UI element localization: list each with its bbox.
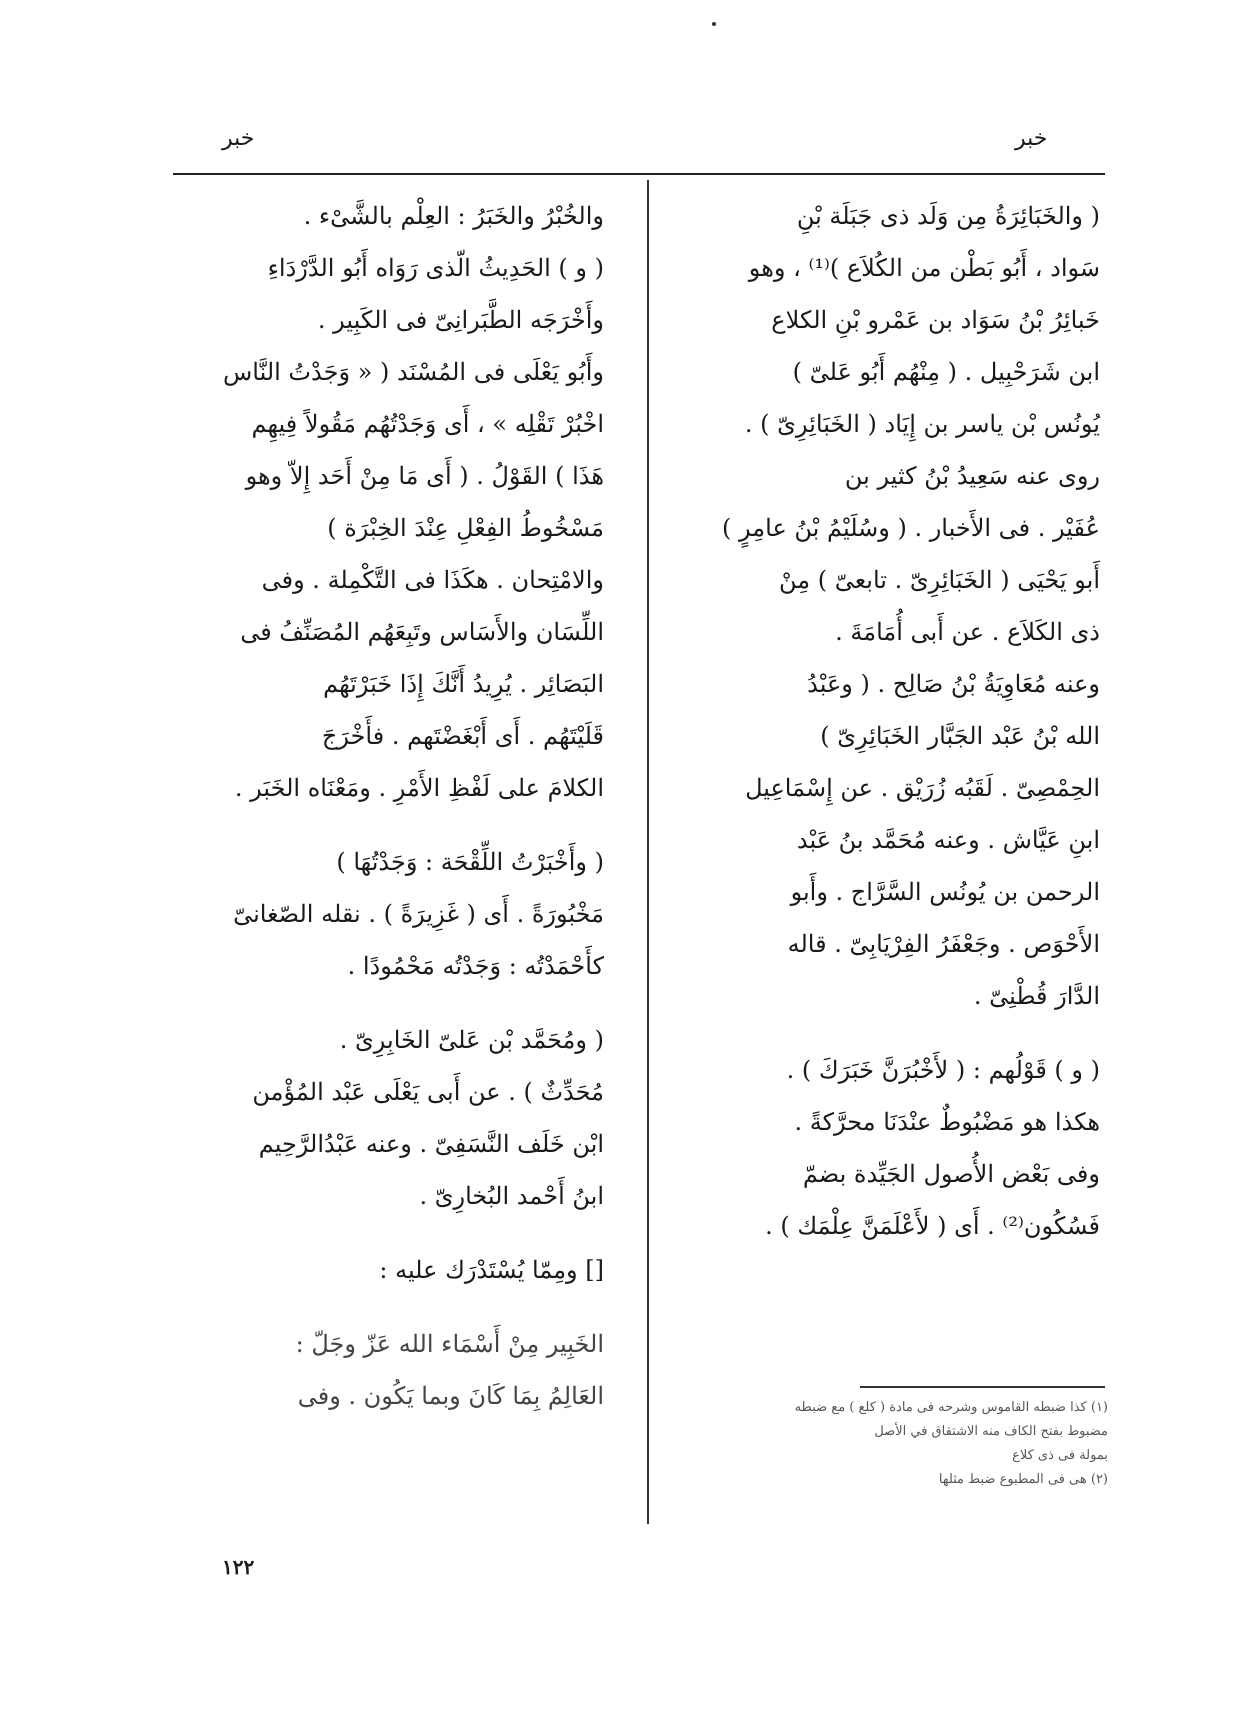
right-column	[668, 190, 1100, 1252]
text-line: روى عنه سَعِيدُ بْنُ كثير بن	[844, 462, 1100, 490]
text-line: ابن شَرَحْبِيل . ( مِنْهُم أَبُو عَلىّ )	[792, 358, 1100, 386]
text-line: هَذَا ) القَوْلُ . ( أَى مَا مِنْ أَحَد إِلاّ وهو	[245, 462, 604, 490]
header-rule	[173, 173, 1105, 175]
footnote-line: بمولة فى ذى كلاع	[1012, 1448, 1108, 1463]
column-divider	[647, 180, 649, 1524]
text-line: الأَحْوَص . وجَعْفَرُ الفِرْيَابِىّ . قاله	[787, 930, 1100, 958]
section-heading: [] ومِمّا يُسْتَدْرَك عليه :	[379, 1256, 604, 1284]
footnote-rule	[860, 1386, 1105, 1388]
text-line: ابنُ أَحْمد البُخارِىّ .	[419, 1182, 604, 1210]
text-line: ذى الكَلاَع . عن أَبى أُمَامَةَ .	[835, 618, 1100, 646]
text-line: هكذا هو مَضْبُوطٌ عنْدَنَا محرَّكةً .	[794, 1108, 1100, 1136]
top-dot-mark	[712, 22, 716, 26]
text-line: الكلامَ على لَفْظِ الأَمْرِ . ومَعْنَاه الخَبَر .	[234, 774, 604, 802]
footnotes	[668, 1396, 1108, 1492]
text-line: مَخْبُورَةً . أَى ( غَزِيرَةً ) . نقله الصّغانىّ	[233, 900, 604, 928]
text-line: خَبائِرُ بْنُ سَوَاد بن عَمْرو بْنِ الكلاع	[771, 306, 1100, 334]
text-line: ( والخَبَائِرَةُ مِن وَلَد ذى جَبَلَة بْنِ	[796, 202, 1100, 230]
text-line: والخُبْرُ والخَبَرُ : العِلْم بالشَّىْء .	[303, 202, 604, 230]
text-line: أَبو يَحْيَى ( الخَبَائِرِىّ . تابعىّ ) مِنْ	[778, 566, 1100, 594]
text-line: اللِّسَان والأَسَاس وتَبِعَهُم المُصَنِّفُ فى	[240, 618, 604, 646]
footnote-line: (٢) هى فى المطبوع ضبط مثلها	[938, 1472, 1108, 1487]
text-line: الله بْنُ عَبْد الجَبَّار الخَبَائِرِىّ )	[820, 722, 1100, 750]
footnote-line: مضبوط بفتح الكاف منه الاشتقاق في الأصل	[874, 1424, 1108, 1439]
text-line: ( و ) قَوْلُهم : ( لأَخْبُرَنَّ خَبَرَكَ ) .	[786, 1056, 1100, 1084]
text-line: ابنِ عَيَّاش . وعنه مُحَمَّد بنُ عَبْد	[796, 826, 1100, 854]
running-header-left: خبر	[222, 126, 255, 151]
text-line: وفى بَعْض الأُصول الجَيِّدة بضمّ	[802, 1160, 1100, 1188]
text-line: وعنه مُعَاوِيَةُ بْنُ صَالِح . ( وعَبْدُ	[807, 670, 1100, 698]
text-line: والامْتِحان . هكَذَا فى التَّكْمِلة . وفى	[261, 566, 604, 594]
text-line: ( وأَخْبَرْتُ اللِّقْحَة : وَجَدْتُهَا )	[336, 848, 604, 876]
text-line: الخَبِير مِنْ أَسْمَاء الله عَزّ وجَلّ :	[295, 1330, 604, 1358]
text-line: ابْن خَلَف النَّسَفِىّ . وعنه عَبْدُالرَّحِيم	[258, 1130, 604, 1158]
text-line: فَسُكُون⁽²⁾ . أَى ( لأَعْلَمَنَّ عِلْمَك ) .	[765, 1212, 1100, 1240]
text-line: العَالِمُ بِمَا كَانَ وبما يَكُون . وفى	[297, 1382, 604, 1410]
footnote-line: (١) كذا ضبطه القاموس وشرحه فى مادة ( كلع ) مع ضبطه	[794, 1400, 1108, 1415]
text-line: عُفَيْر . فى الأَخبار . ( وسُلَيْمُ بْنُ عامِرٍ )	[722, 514, 1100, 542]
text-line: سَواد ، أَبُو بَطْن من الكُلاَع )⁽¹⁾ ، وهو	[748, 254, 1100, 282]
text-line: قَلَيْتَهُم . أَى أَبْغَضْتَهم . فأَخْرَجَ	[321, 722, 604, 750]
running-header-right: خبر	[1015, 126, 1048, 151]
text-line: الحِمْصِىّ . لَقَبُه زُرَيْق . عن إِسْمَاعِيل	[745, 774, 1100, 802]
text-line: الرحمن بن يُونُس السَّرَّاج . وأَبو	[790, 878, 1100, 906]
text-line: كأَحْمَدْتُه : وَجَدْتُه مَحْمُودًا .	[347, 952, 604, 980]
text-line: وأَخْرَجَه الطَّبَرانِىّ فى الكَبِير .	[317, 306, 604, 334]
text-line: ( ومُحَمَّد بْن عَلىّ الخَابِرِىّ .	[339, 1026, 604, 1054]
text-line: ( و ) الحَدِيثُ الّذى رَوَاه أَبُو الدَّرْدَاءِ	[267, 254, 604, 282]
text-line: مَسْخُوطُ الفِعْلِ عِنْدَ الخِبْرَة )	[327, 514, 604, 542]
text-line: اخْبُرْ تَقْلِه » ، أَى وَجَدْتُهُم مَقُولاً فِيهِم	[251, 410, 604, 438]
text-line: يُونُس بْن ياسر بن إِيَاد ( الخَبَائِرِىّ ) .	[744, 410, 1100, 438]
page-number: ١٢٢	[222, 1555, 255, 1579]
text-line: مُحَدِّثٌ ) . عن أَبى يَعْلَى عَبْد المُؤْمن	[252, 1078, 604, 1106]
text-line: وأَبُو يَعْلَى فى المُسْنَد ( « وَجَدْتُ النَّاس	[222, 358, 604, 386]
text-line: الدَّارَ قُطْنِىّ .	[973, 982, 1100, 1010]
text-line: البَصَائِر . يُرِيدُ أَنَّكَ إِذَا خَبَرْتَهُم	[323, 670, 604, 698]
left-column	[172, 190, 604, 1422]
